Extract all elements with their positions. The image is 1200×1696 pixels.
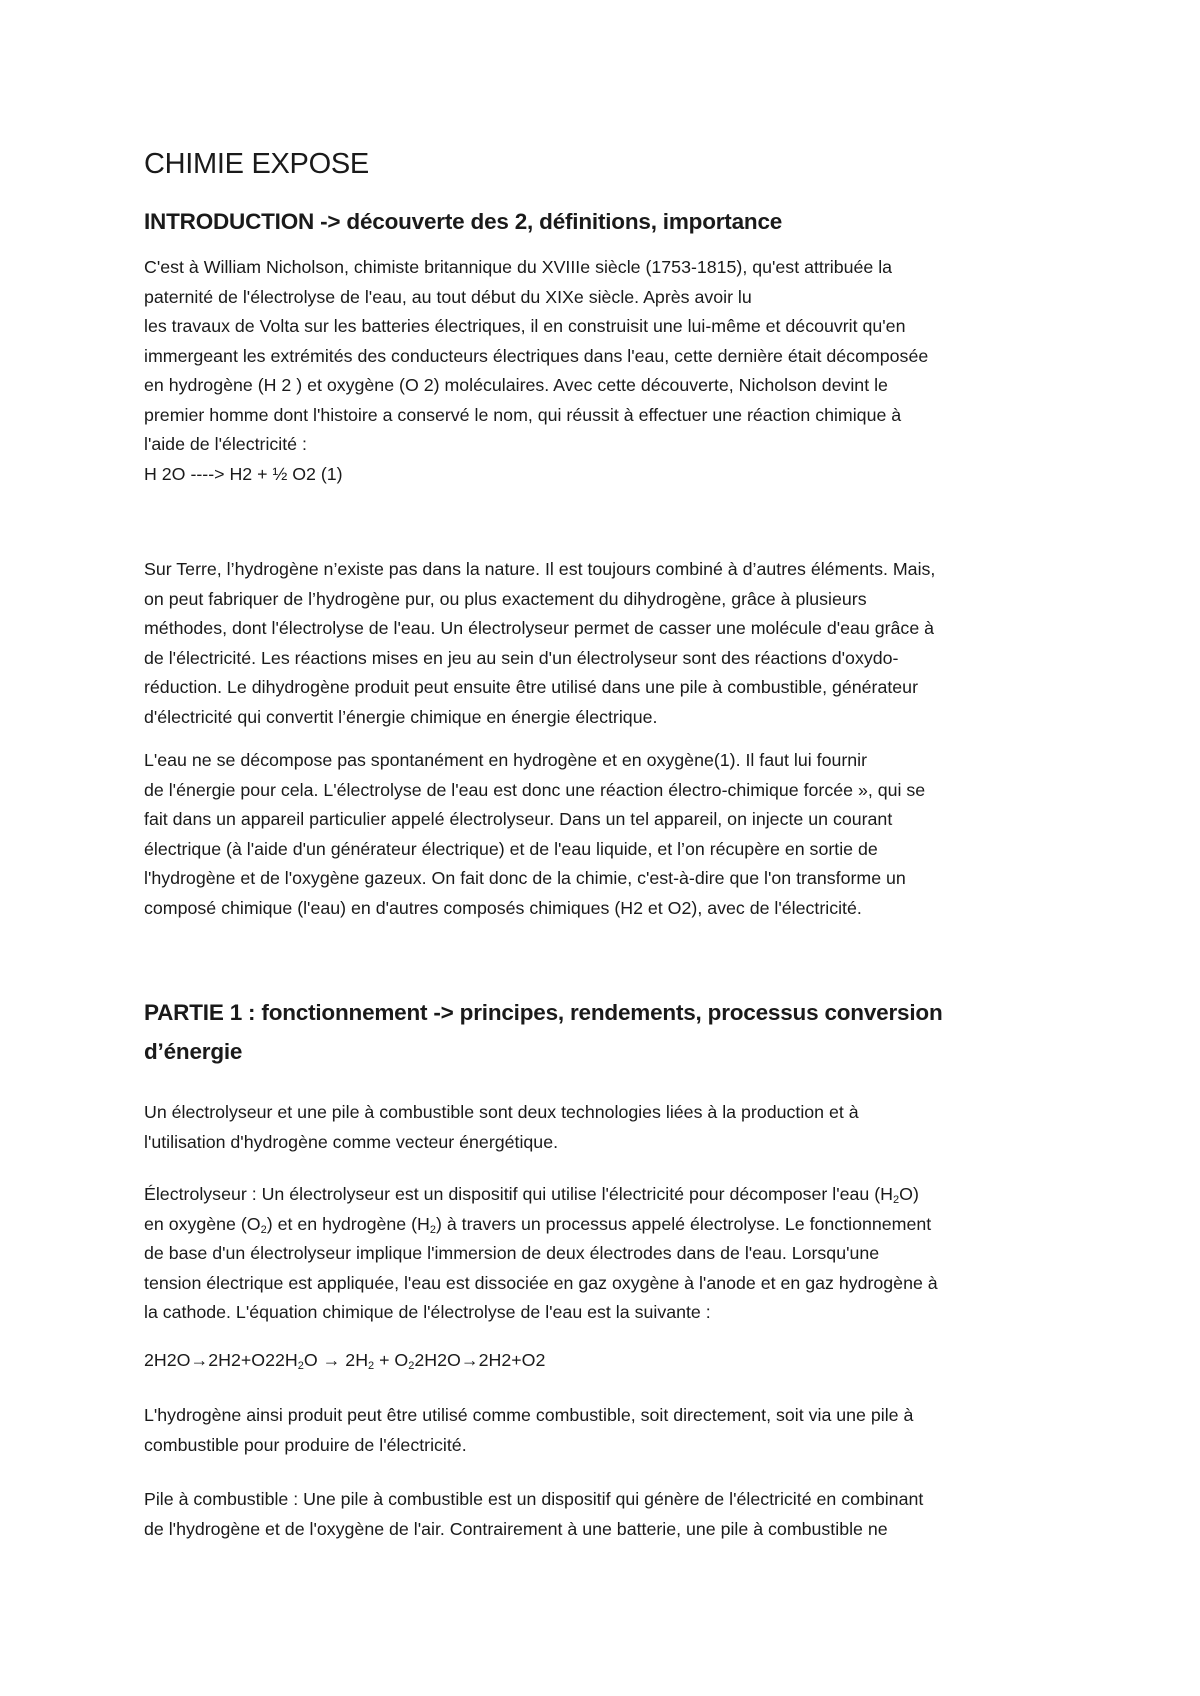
document-title: CHIMIE EXPOSE: [144, 148, 369, 180]
part1-heading: [144, 993, 943, 1071]
text-line: composé chimique (l'eau) en d'autres composés chimiques (H2 et O2), avec de l'électricité.: [144, 897, 862, 918]
text-line: en hydrogène (H 2 ) et oxygène (O 2) moléculaires. Avec cette découverte, Nicholson devint le: [144, 375, 888, 395]
text-line: paternité de l'électrolyse de l'eau, au tout début du XIXe siècle. Après avoir lu: [144, 286, 752, 307]
text-line: de l'hydrogène et de l'oxygène de l'air. Contrairement à une batterie, une pile à combustible ne: [144, 1518, 888, 1539]
text-line: tension électrique est appliquée, l'eau est dissociée en gaz oxygène à l'anode et en gaz hydrogène à: [144, 1272, 938, 1293]
text-line: l'aide de l'électricité :: [144, 434, 307, 454]
equation-line: H 2O ----> H2 + ½ O2 (1): [144, 463, 343, 484]
text-line: de base d'un électrolyseur implique l'immersion de deux électrodes dans de l'eau. Lorsqu'une: [144, 1243, 880, 1263]
text-line: premier homme dont l'histoire a conservé le nom, qui réussit à effectuer une réaction chimique à: [144, 404, 902, 425]
heading-line: d’énergie: [144, 1039, 243, 1064]
electrolysis-equation: [144, 1346, 1059, 1376]
text-line: méthodes, dont l'électrolyse de l'eau. Un électrolyseur permet de casser une molécule d'eau grâce à: [144, 618, 935, 638]
heading-line: PARTIE 1 : fonctionnement -> principes, rendements, processus conversion: [144, 1000, 943, 1025]
text-line: en oxygène $(O_2)$ et en hydrogène $(H_2)$ à travers un processus appelé électrolyse. Le fonctionnement: [144, 1213, 932, 1236]
text-line: Pile à combustible : Une pile à combustible est un dispositif qui génère de l'électricité en combinant: [144, 1489, 924, 1509]
equation-line: $2H2O\to 2H2+O22H_2O \to 2H_2 + O_22H2O\to 2H2+O2$: [144, 1350, 546, 1372]
text-line: les travaux de Volta sur les batteries électriques, il en construisit une lui-même et découvrit qu'en: [144, 316, 906, 336]
intro-heading: INTRODUCTION -> découverte des 2, définitions, importance: [144, 209, 783, 234]
text-line: réduction. Le dihydrogène produit peut ensuite être utilisé dans une pile à combustible, générateur: [144, 677, 918, 697]
text-line: fait dans un appareil particulier appelé électrolyseur. Dans un tel appareil, on injecte un courant: [144, 809, 893, 829]
text-line: on peut fabriquer de l’hydrogène pur, ou plus exactement du dihydrogène, grâce à plusieurs: [144, 588, 867, 609]
part1-paragraph-1: [144, 1098, 1059, 1157]
part1-paragraph-electrolyseur: [144, 1180, 1059, 1328]
text-line: L'hydrogène ainsi produit peut être utilisé comme combustible, soit directement, soit via une pile à: [144, 1405, 914, 1425]
text-line: immergeant les extrémités des conducteurs électriques dans l'eau, cette dernière était décomposée: [144, 345, 929, 366]
text-line: électrique (à l'aide d'un générateur électrique) et de l'eau liquide, et l’on récupère en sortie de: [144, 838, 878, 859]
text-line: Sur Terre, l’hydrogène n’existe pas dans la nature. Il est toujours combiné à d’autres éléments. Mais,: [144, 559, 936, 579]
text-line: de l'énergie pour cela. L'électrolyse de l'eau est donc une réaction électro-chimique forcée », qui se: [144, 779, 926, 800]
text-line: de l'électricité. Les réactions mises en jeu au sein d'un électrolyseur sont des réactions d'oxydo-: [144, 647, 899, 668]
text-line: d'électricité qui convertit l’énergie chimique en énergie électrique.: [144, 706, 658, 727]
text-line: Électrolyseur : Un électrolyseur est un dispositif qui utilise l'électricité pour décomposer l'eau $(H_2O)$: [144, 1184, 919, 1206]
part1-paragraph-pile: [144, 1485, 1059, 1544]
text-line: Un électrolyseur et une pile à combustible sont deux technologies liées à la production et à: [144, 1102, 859, 1122]
text-line: l'utilisation d'hydrogène comme vecteur énergétique.: [144, 1131, 559, 1152]
part1-paragraph-3: [144, 1401, 1059, 1460]
intro-paragraph-1: [144, 253, 1059, 489]
text-line: la cathode. L'équation chimique de l'électrolyse de l'eau est la suivante :: [144, 1302, 711, 1322]
text-line: l'hydrogène et de l'oxygène gazeux. On fait donc de la chimie, c'est-à-dire que l'on transforme un: [144, 868, 906, 888]
text-line: combustible pour produire de l'électricité.: [144, 1434, 467, 1455]
intro-paragraph-2: [144, 555, 1059, 732]
text-line: C'est à William Nicholson, chimiste britannique du XVIIIe siècle (1753-1815), qu'est attribuée la: [144, 257, 893, 277]
text-line: L'eau ne se décompose pas spontanément en hydrogène et en oxygène(1). Il faut lui fournir: [144, 750, 868, 770]
intro-paragraph-3: [144, 746, 1059, 923]
